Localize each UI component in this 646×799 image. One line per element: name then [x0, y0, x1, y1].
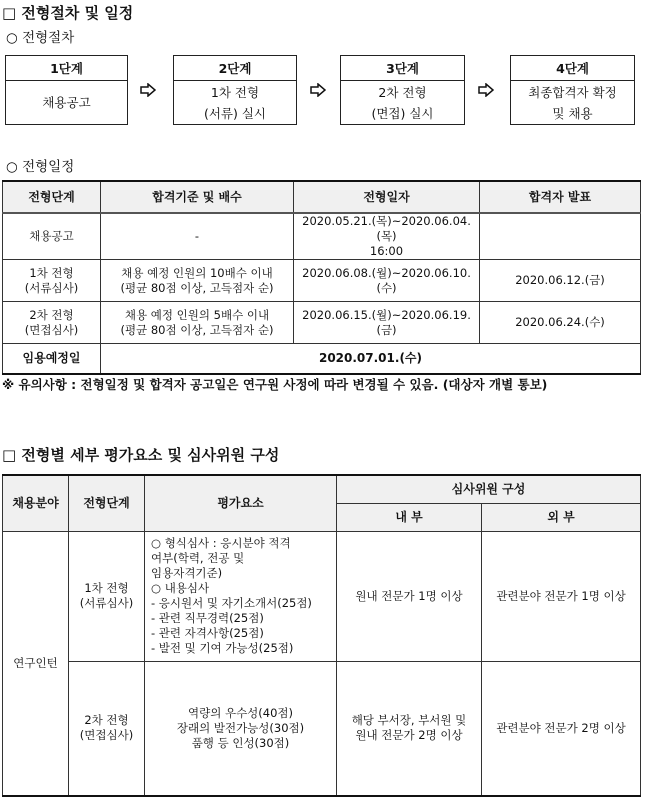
- step-3: [340, 55, 465, 125]
- cell-criteria: 역량의 우수성(40점) 장래의 발전가능성(30점) 품행 등 인성(30점): [145, 661, 337, 796]
- step-4-stage: 4단계: [511, 56, 634, 81]
- cell-criteria: ○ 형식심사 : 응시분야 적격 여부(학력, 전공 및 임용자격기준) ○ 내용심사 - 응시원서 및 자기소개서(25점) - 관련 직무경력(25점) - 관련 자격사항(25점) - 발전 및 기여 가능성(25점): [145, 531, 337, 661]
- cell-announcement: 2020.06.12.(금): [480, 260, 641, 302]
- cell-external: 관련분야 전문가 1명 이상: [482, 531, 641, 661]
- header-committee: 심사위원 구성: [337, 475, 641, 503]
- schedule-header-row: [3, 181, 641, 213]
- cell-announcement: [480, 213, 641, 260]
- section-title-evaluation: □ 전형별 세부 평가요소 및 심사위원 구성: [2, 446, 280, 464]
- step-3-stage: 3단계: [341, 56, 464, 81]
- step-1-stage: 1단계: [6, 56, 127, 81]
- cell-criteria: 채용 예정 인원의 10배수 이내 (평균 80점 이상, 고득점자 순): [101, 260, 294, 302]
- table-row: [3, 302, 641, 344]
- cell-stage: 2차 전형 (면접심사): [69, 661, 145, 796]
- cell-date: 2020.06.15.(월)~2020.06.19.(금): [294, 302, 480, 344]
- header-field: 채용분야: [3, 475, 69, 531]
- header-external: 외 부: [482, 503, 641, 531]
- procedure-subtitle: ○ 전형절차: [6, 30, 75, 46]
- schedule-table: [2, 180, 641, 375]
- cell-external: 관련분야 전문가 2명 이상: [482, 661, 641, 796]
- evaluation-header-row: [3, 475, 641, 503]
- table-row: [3, 531, 641, 661]
- step-1: [5, 55, 128, 125]
- cell-field: 연구인턴: [3, 531, 69, 796]
- step-3-desc: 2차 전형 (면접) 실시: [371, 84, 434, 121]
- step-4: [510, 55, 635, 125]
- notice-text: ※ 유의사항 : 전형일정 및 합격자 공고일은 연구원 사정에 따라 변경될 수 있음. (대상자 개별 통보): [2, 377, 548, 392]
- cell-date: 2020.05.21.(목)~2020.06.04.(목) 16:00: [294, 213, 480, 260]
- appointment-date: 2020.07.01.(수): [101, 344, 641, 374]
- cell-date: 2020.06.08.(월)~2020.06.10.(수): [294, 260, 480, 302]
- header-stage: 전형단계: [3, 181, 101, 213]
- step-1-desc: 채용공고: [42, 95, 91, 110]
- cell-stage: 1차 전형 (서류심사): [3, 260, 101, 302]
- arrow-right-icon: [140, 83, 156, 97]
- header-date: 전형일자: [294, 181, 480, 213]
- cell-internal: 원내 전문가 1명 이상: [337, 531, 482, 661]
- section-title-procedure: □ 전형절차 및 일정: [2, 4, 134, 22]
- step-4-desc: 최종합격자 확정 및 채용: [528, 84, 617, 121]
- header-criteria: 평가요소: [145, 475, 337, 531]
- cell-stage: 2차 전형 (면접심사): [3, 302, 101, 344]
- appointment-label: 임용예정일: [3, 344, 101, 374]
- cell-criteria: -: [101, 213, 294, 260]
- header-announcement: 합격자 발표: [480, 181, 641, 213]
- header-criteria: 합격기준 및 배수: [101, 181, 294, 213]
- cell-criteria: 채용 예정 인원의 5배수 이내 (평균 80점 이상, 고득점자 순): [101, 302, 294, 344]
- table-row: [3, 661, 641, 796]
- appointment-row: [3, 344, 641, 374]
- arrow-right-icon: [310, 83, 326, 97]
- table-row: [3, 213, 641, 260]
- cell-stage: 채용공고: [3, 213, 101, 260]
- cell-announcement: 2020.06.24.(수): [480, 302, 641, 344]
- evaluation-table: [2, 474, 641, 797]
- arrow-right-icon: [478, 83, 494, 97]
- table-row: [3, 260, 641, 302]
- schedule-subtitle: ○ 전형일정: [6, 159, 75, 175]
- header-internal: 내 부: [337, 503, 482, 531]
- step-2-stage: 2단계: [174, 56, 296, 81]
- step-2: [173, 55, 297, 125]
- cell-stage: 1차 전형 (서류심사): [69, 531, 145, 661]
- cell-internal: 해당 부서장, 부서원 및 원내 전문가 2명 이상: [337, 661, 482, 796]
- step-2-desc: 1차 전형 (서류) 실시: [203, 84, 267, 121]
- header-stage: 전형단계: [69, 475, 145, 531]
